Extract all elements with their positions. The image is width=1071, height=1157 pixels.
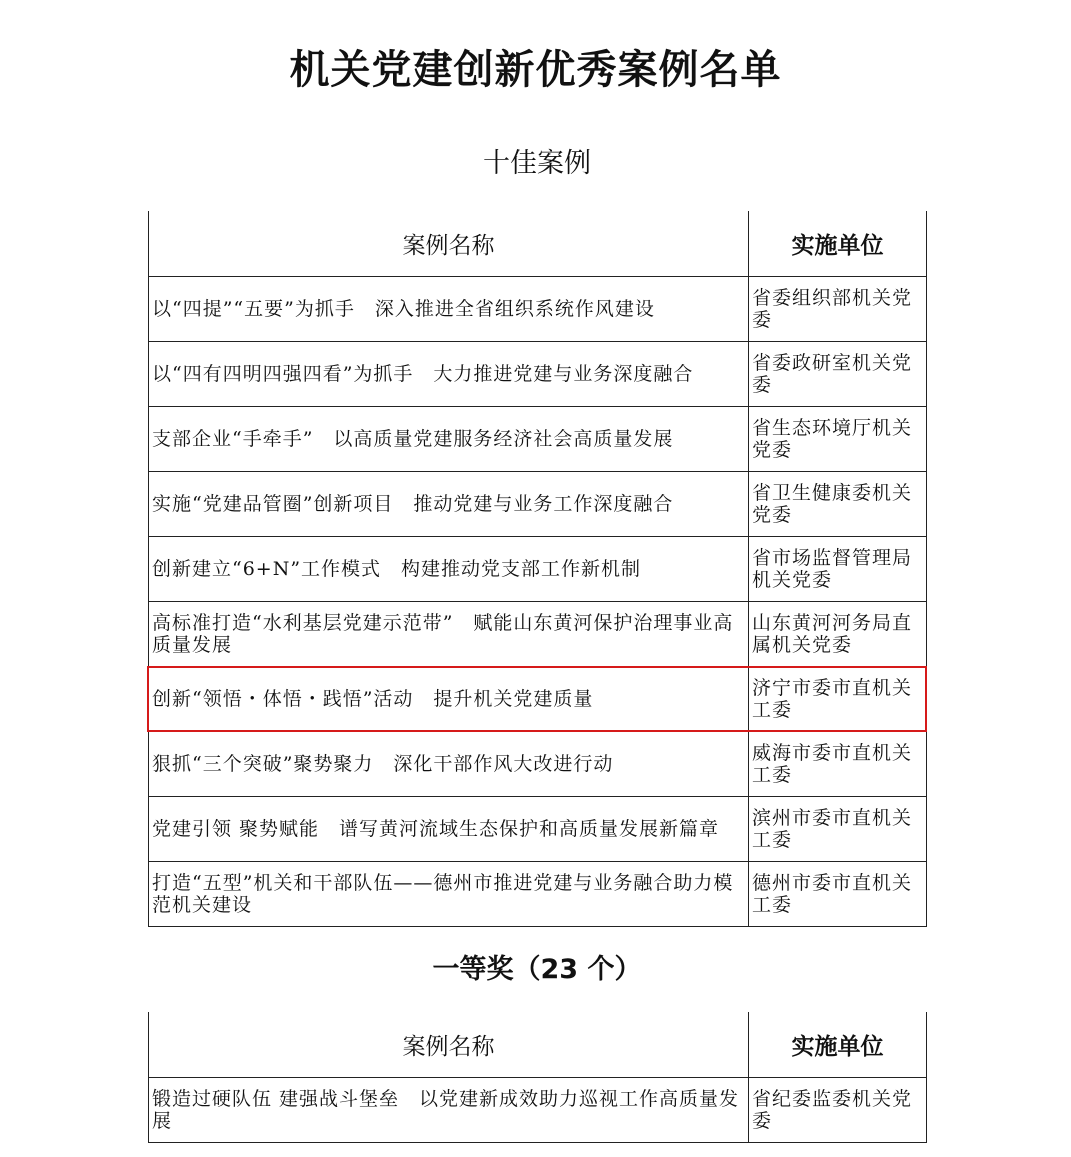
table-row	[149, 342, 927, 407]
table-row	[149, 407, 927, 472]
case-name-cell	[149, 1078, 749, 1143]
case-name-cell	[149, 732, 749, 797]
unit-name: 省委政研室机关党委	[752, 352, 913, 396]
table-header-row	[149, 211, 927, 277]
unit-name: 山东黄河河务局直属机关党委	[752, 612, 913, 656]
unit-cell	[749, 537, 927, 602]
unit-cell	[749, 277, 927, 342]
case-name: 创新建立“6+N”工作模式 构建推动党支部工作新机制	[152, 558, 642, 580]
table-row	[149, 472, 927, 537]
column-header-unit: 实施单位	[749, 211, 927, 277]
case-name: 党建引领 聚势赋能 谱写黄河流域生态保护和高质量发展新篇章	[152, 818, 720, 840]
case-name: 创新“领悟・体悟・践悟”活动 提升机关党建质量	[152, 688, 594, 710]
case-name: 锻造过硬队伍 建强战斗堡垒 以党建新成效助力巡视工作高质量发展	[152, 1088, 740, 1132]
case-name: 狠抓“三个突破”聚势聚力 深化干部作风大改进行动	[152, 753, 614, 775]
unit-cell	[749, 797, 927, 862]
table-row	[149, 277, 927, 342]
unit-cell	[749, 862, 927, 927]
top-ten-table	[148, 211, 927, 927]
case-name-cell	[149, 277, 749, 342]
case-name: 支部企业“手牵手” 以高质量党建服务经济社会高质量发展	[152, 428, 674, 450]
case-name: 高标准打造“水利基层党建示范带” 赋能山东黄河保护治理事业高质量发展	[152, 612, 734, 656]
unit-name: 济宁市委市直机关工委	[752, 677, 913, 721]
unit-name: 省纪委监委机关党委	[752, 1088, 913, 1132]
unit-name: 省生态环境厅机关党委	[752, 417, 913, 461]
unit-name: 德州市委市直机关工委	[752, 872, 913, 916]
unit-name: 滨州市委市直机关工委	[752, 807, 913, 851]
case-name-cell	[149, 342, 749, 407]
case-name: 以“四有四明四强四看”为抓手 大力推进党建与业务深度融合	[152, 363, 694, 385]
section-heading-first-prize: 一等奖（23 个）	[432, 954, 642, 985]
section-heading-top-ten: 十佳案例	[483, 148, 591, 179]
unit-cell	[749, 472, 927, 537]
case-name-cell	[149, 797, 749, 862]
case-name-cell	[149, 472, 749, 537]
case-name-cell	[149, 667, 749, 732]
table-row-highlighted	[149, 667, 927, 732]
table-row	[149, 1078, 927, 1143]
unit-cell	[749, 1078, 927, 1143]
unit-name: 省卫生健康委机关党委	[752, 482, 913, 526]
case-name-cell	[149, 862, 749, 927]
unit-name: 威海市委市直机关工委	[752, 742, 913, 786]
table-row	[149, 732, 927, 797]
case-name-cell	[149, 537, 749, 602]
column-header-unit: 实施单位	[749, 1012, 927, 1078]
unit-cell	[749, 602, 927, 667]
case-name: 以“四提”“五要”为抓手 深入推进全省组织系统作风建设	[152, 298, 655, 320]
column-header-case-name: 案例名称	[149, 1012, 749, 1078]
unit-name: 省市场监督管理局机关党委	[752, 547, 913, 591]
table-row	[149, 537, 927, 602]
page-title: 机关党建创新优秀案例名单	[289, 47, 782, 93]
unit-cell	[749, 667, 927, 732]
case-name-cell	[149, 602, 749, 667]
table-header-row	[149, 1012, 927, 1078]
table-row	[149, 602, 927, 667]
case-name-cell	[149, 407, 749, 472]
unit-cell	[749, 732, 927, 797]
unit-cell	[749, 342, 927, 407]
column-header-case-name: 案例名称	[149, 211, 749, 277]
table-row	[149, 862, 927, 927]
case-name: 实施“党建品管圈”创新项目 推动党建与业务工作深度融合	[152, 493, 674, 515]
first-prize-table	[148, 1012, 927, 1143]
table-row	[149, 797, 927, 862]
unit-name: 省委组织部机关党委	[752, 287, 913, 331]
case-name: 打造“五型”机关和干部队伍——德州市推进党建与业务融合助力模范机关建设	[152, 872, 734, 916]
unit-cell	[749, 407, 927, 472]
